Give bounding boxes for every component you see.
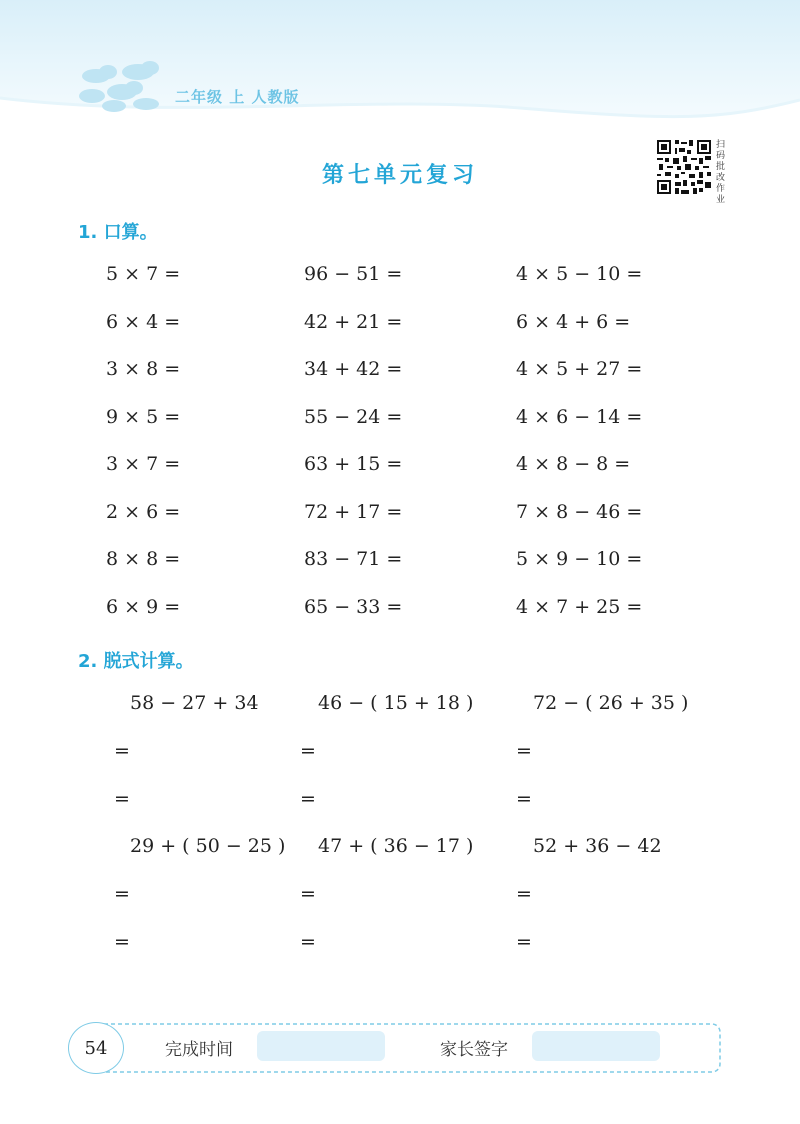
qr-code-icon[interactable] (657, 140, 711, 194)
oral-problem: 83 − 71 = (304, 548, 403, 570)
oral-problem: 65 − 33 = (304, 596, 403, 618)
calc-expression: 47 + ( 36 − 17 ) (318, 835, 474, 857)
equals-sign: = (114, 883, 130, 905)
oral-problem: 55 − 24 = (304, 406, 403, 428)
oral-problem: 96 − 51 = (304, 263, 403, 285)
cloud-icon (78, 58, 168, 114)
oral-problem: 7 × 8 − 46 = (516, 501, 643, 523)
oral-problem: 3 × 8 = (106, 358, 181, 380)
calc-expression: 29 + ( 50 − 25 ) (130, 835, 286, 857)
calc-expression: 52 + 36 − 42 (533, 835, 662, 857)
calc-expression: 46 − ( 15 + 18 ) (318, 692, 474, 714)
section-heading-stepwise: 2. 脱式计算。 (78, 651, 194, 672)
equals-sign: = (516, 740, 532, 762)
oral-problem: 4 × 8 − 8 = (516, 453, 631, 475)
oral-problem: 4 × 5 − 10 = (516, 263, 643, 285)
equals-sign: = (300, 883, 316, 905)
oral-problem: 4 × 7 + 25 = (516, 596, 643, 618)
equals-sign: = (516, 788, 532, 810)
section-heading-oral: 1. 口算。 (78, 222, 158, 243)
oral-problem: 6 × 9 = (106, 596, 181, 618)
equals-sign: = (300, 740, 316, 762)
oral-problem: 8 × 8 = (106, 548, 181, 570)
parent-signature-field[interactable] (532, 1031, 660, 1061)
calc-expression: 72 − ( 26 + 35 ) (533, 692, 689, 714)
oral-problem: 4 × 6 − 14 = (516, 406, 643, 428)
oral-problem: 72 + 17 = (304, 501, 403, 523)
calc-expression: 58 − 27 + 34 (130, 692, 259, 714)
equals-sign: = (300, 931, 316, 953)
equals-sign: = (516, 883, 532, 905)
oral-problem: 6 × 4 + 6 = (516, 311, 631, 333)
completion-time-label: 完成时间 (165, 1040, 233, 1060)
oral-problem: 63 + 15 = (304, 453, 403, 475)
equals-sign: = (114, 740, 130, 762)
oral-problem: 6 × 4 = (106, 311, 181, 333)
equals-sign: = (114, 788, 130, 810)
oral-problem: 2 × 6 = (106, 501, 181, 523)
oral-problem: 5 × 7 = (106, 263, 181, 285)
page-title: 第七单元复习 (321, 163, 478, 188)
oral-problem: 5 × 9 − 10 = (516, 548, 643, 570)
qr-caption: 扫码批改作业 (716, 140, 726, 205)
equals-sign: = (516, 931, 532, 953)
page-number: 54 (68, 1022, 124, 1074)
oral-problem: 4 × 5 + 27 = (516, 358, 643, 380)
oral-problem: 3 × 7 = (106, 453, 181, 475)
oral-problem: 42 + 21 = (304, 311, 403, 333)
oral-problem: 9 × 5 = (106, 406, 181, 428)
equals-sign: = (300, 788, 316, 810)
grade-label: 二年级 上 人教版 (175, 88, 300, 106)
equals-sign: = (114, 931, 130, 953)
completion-time-field[interactable] (257, 1031, 385, 1061)
oral-problem: 34 + 42 = (304, 358, 403, 380)
parent-signature-label: 家长签字 (440, 1040, 508, 1060)
